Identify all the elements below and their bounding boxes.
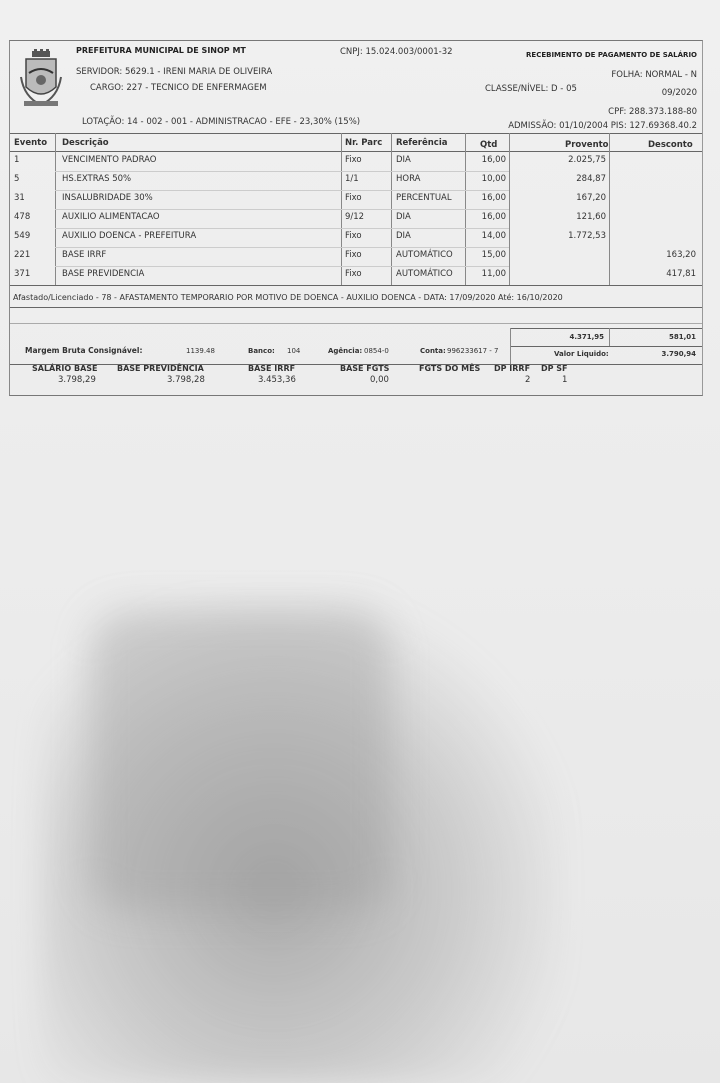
cell-referencia: AUTOMÁTICO — [396, 250, 453, 260]
cell-referencia: DIA — [396, 231, 411, 241]
dp-sf-value: 1 — [562, 375, 568, 385]
cell-referencia: DIA — [396, 155, 411, 165]
col-evento: Evento — [14, 138, 48, 148]
cell-qtd: 11,00 — [481, 269, 506, 279]
cell-referencia: HORA — [396, 174, 421, 184]
cell-provento: 284,87 — [576, 174, 606, 184]
col-referencia: Referência — [396, 138, 448, 148]
cell-evento: 549 — [14, 231, 31, 241]
cell-descricao: INSALUBRIDADE 30% — [62, 193, 153, 203]
cell-parc: 1/1 — [345, 174, 359, 184]
cell-qtd: 16,00 — [481, 212, 506, 222]
conta-value: 996233617 - 7 — [447, 347, 499, 355]
classe-nivel: CLASSE/NÍVEL: D - 05 — [485, 84, 577, 94]
cnpj: CNPJ: 15.024.003/0001-32 — [340, 47, 453, 57]
liquido-label: Valor Liquido: — [554, 350, 609, 358]
cell-parc: Fixo — [345, 269, 362, 279]
cell-evento: 221 — [14, 250, 31, 260]
dp-irrf-label: DP IRRF — [494, 364, 531, 373]
col-desconto: Desconto — [648, 140, 693, 150]
payslip — [9, 40, 703, 396]
base-previdencia-value: 3.798,28 — [167, 375, 205, 385]
cell-referencia: PERCENTUAL — [396, 193, 452, 203]
cell-parc: Fixo — [345, 250, 362, 260]
banco-value: 104 — [287, 347, 301, 355]
cell-evento: 1 — [14, 155, 20, 165]
valor-liquido: 3.790,94 — [661, 350, 696, 358]
cell-referencia: AUTOMÁTICO — [396, 269, 453, 279]
cell-evento: 31 — [14, 193, 25, 203]
cell-parc: Fixo — [345, 231, 362, 241]
conta-label: Conta: — [420, 347, 446, 355]
cell-descricao: BASE IRRF — [62, 250, 107, 260]
cell-qtd: 10,00 — [481, 174, 506, 184]
doc-title: RECEBIMENTO DE PAGAMENTO DE SALÁRIO — [526, 51, 697, 59]
cell-evento: 371 — [14, 269, 31, 279]
lotacao: LOTAÇÃO: 14 - 002 - 001 - ADMINISTRACAO - EFE - 23,30% (15%) — [82, 117, 361, 127]
cell-descricao: AUXILIO DOENCA - PREFEITURA — [62, 231, 197, 241]
cell-qtd: 15,00 — [481, 250, 506, 260]
agencia-value: 0854-0 — [364, 347, 389, 355]
leave-note: Afastado/Licenciado - 78 - AFASTAMENTO TEMPORARIO POR MOTIVO DE DOENCA - AUXILIO DOENCA - DATA: 17/09/2020 Até: 16/10/2020 — [13, 293, 563, 302]
fgts-mes-label: FGTS DO MÊS — [419, 364, 481, 373]
cell-provento: 167,20 — [576, 193, 606, 203]
agencia-label: Agência: — [328, 347, 363, 355]
base-irrf-value: 3.453,36 — [258, 375, 296, 385]
margem-value: 1139.48 — [186, 347, 215, 355]
cpf: CPF: 288.373.188-80 — [608, 107, 697, 117]
cell-evento: 5 — [14, 174, 20, 184]
cell-evento: 478 — [14, 212, 31, 222]
base-previdencia-label: BASE PREVIDÊNCIA — [117, 364, 204, 373]
total-proventos: 4.371,95 — [569, 333, 604, 341]
cell-descricao: VENCIMENTO PADRAO — [62, 155, 157, 165]
servidor: SERVIDOR: 5629.1 - IRENI MARIA DE OLIVEIRA — [76, 67, 273, 77]
cell-provento: 1.772,53 — [568, 231, 606, 241]
base-fgts-value: 0,00 — [370, 375, 389, 385]
cell-qtd: 14,00 — [481, 231, 506, 241]
cell-descricao: AUXILIO ALIMENTACAO — [62, 212, 160, 222]
salario-base-value: 3.798,29 — [58, 375, 96, 385]
total-descontos: 581,01 — [668, 333, 696, 341]
col-qtd: Qtd — [480, 140, 498, 150]
admissao-pis: ADMISSÃO: 01/10/2004 PIS: 127.69368.40.2 — [508, 121, 697, 131]
coat-of-arms-icon — [20, 49, 62, 109]
cell-provento: 2.025,75 — [568, 155, 606, 165]
cell-qtd: 16,00 — [481, 155, 506, 165]
dp-irrf-value: 2 — [525, 375, 531, 385]
col-provento: Provento — [565, 140, 609, 150]
dp-sf-label: DP SF — [541, 364, 568, 373]
cargo: CARGO: 227 - TECNICO DE ENFERMAGEM — [90, 83, 267, 93]
cell-descricao: BASE PREVIDENCIA — [62, 269, 145, 279]
salario-base-label: SALÁRIO BASE — [32, 364, 98, 373]
col-parc: Nr. Parc — [345, 138, 383, 148]
folha: FOLHA: NORMAL - N — [611, 70, 697, 80]
base-irrf-label: BASE IRRF — [248, 364, 296, 373]
banco-label: Banco: — [248, 347, 275, 355]
cell-qtd: 16,00 — [481, 193, 506, 203]
cell-provento: 121,60 — [576, 212, 606, 222]
cell-referencia: DIA — [396, 212, 411, 222]
cell-parc: Fixo — [345, 193, 362, 203]
base-fgts-label: BASE FGTS — [340, 364, 390, 373]
cell-parc: 9/12 — [345, 212, 365, 222]
cell-desconto: 417,81 — [666, 269, 696, 279]
org-name: PREFEITURA MUNICIPAL DE SINOP MT — [76, 46, 246, 55]
hand-shadow-highlight — [90, 610, 390, 910]
periodo: 09/2020 — [661, 88, 697, 98]
cell-desconto: 163,20 — [666, 250, 696, 260]
cell-descricao: HS.EXTRAS 50% — [62, 174, 132, 184]
cell-parc: Fixo — [345, 155, 362, 165]
col-descricao: Descrição — [62, 138, 109, 148]
margem-label: Margem Bruta Consignável: — [25, 346, 143, 355]
